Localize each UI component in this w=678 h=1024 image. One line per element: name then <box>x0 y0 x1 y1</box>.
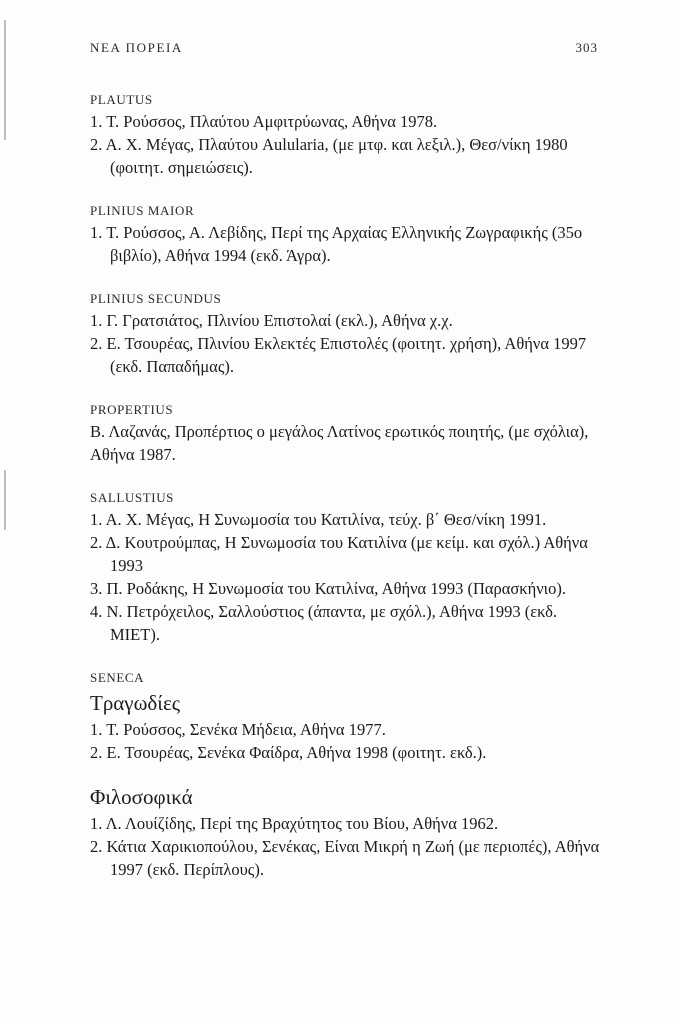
bibliography-entry: 2. Δ. Κουτρούμπας, Η Συνωμοσία του Κατιλίνα (με κείμ. και σχόλ.) Αθήνα 1993 <box>90 533 588 575</box>
author-section <box>90 289 610 378</box>
bibliography-entry: 1. Τ. Ρούσσος, Πλαύτου Αμφιτρύωνας, Αθήνα 1978. <box>90 112 438 131</box>
bibliography-entry: 1. Γ. Γρατσιάτος, Πλινίου Επιστολαί (εκλ.), Αθήνα χ.χ. <box>90 311 453 330</box>
bibliography <box>90 90 610 881</box>
bibliography-entry: 2. Α. Χ. Μέγας, Πλαύτου Aulularia, (με μτφ. και λεξιλ.), Θεσ/νίκη 1980 (φοιτητ. σημειώσεις). <box>90 135 568 177</box>
author-section <box>90 400 610 466</box>
author-heading: PLINIUS MAIOR <box>90 203 195 218</box>
author-section <box>90 201 610 267</box>
author-heading: PROPERTIUS <box>90 402 174 417</box>
author-heading: SENECA <box>90 670 145 685</box>
running-header <box>90 40 598 60</box>
bibliography-entry: 4. Ν. Πετρόχειλος, Σαλλούστιος (άπαντα, με σχόλ.), Αθήνα 1993 (εκδ. ΜΙΕΤ). <box>90 602 558 644</box>
bibliography-entry: 1. Τ. Ρούσσος, Α. Λεβίδης, Περί της Αρχαίας Ελληνικής Ζωγραφικής (35ο βιβλίο), Αθήνα 1994 (εκδ. Άγρα). <box>90 223 583 265</box>
genre-subheading: Φιλοσοφικά <box>90 785 193 809</box>
page-number: 303 <box>575 40 598 55</box>
bibliography-entry: 1. Τ. Ρούσσος, Σενέκα Μήδεια, Αθήνα 1977. <box>90 720 386 739</box>
bibliography-entry: 2. Κάτια Χαρικιοπούλου, Σενέκας, Είναι Μικρή η Ζωή (με περιοπές), Αθήνα 1997 (εκδ. Περίπλους). <box>90 837 600 879</box>
author-section <box>90 488 610 646</box>
journal-title: ΝΕΑ ΠΟΡΕΙΑ <box>90 40 183 55</box>
author-heading: SALLUSTIUS <box>90 490 175 505</box>
genre-subheading: Τραγωδίες <box>90 691 181 715</box>
bibliography-entry: 1. Λ. Λουίζίδης, Περί της Βραχύτητος του Βίου, Αθήνα 1962. <box>90 814 499 833</box>
bibliography-entry: 3. Π. Ροδάκης, Η Συνωμοσία του Κατιλίνα, Αθήνα 1993 (Παρασκήνιο). <box>90 579 566 598</box>
author-heading: PLINIUS SECUNDUS <box>90 291 222 306</box>
author-section <box>90 668 610 881</box>
binding-edge-mark <box>4 20 6 140</box>
author-heading: PLAUTUS <box>90 92 153 107</box>
bibliography-entry: 2. Ε. Τσουρέας, Πλινίου Εκλεκτές Επιστολές (φοιτητ. χρήση), Αθήνα 1997 (εκδ. Παπαδήμας). <box>90 334 587 376</box>
bibliography-entry: Β. Λαζανάς, Προπέρτιος ο μεγάλος Λατίνος ερωτικός ποιητής, (με σχόλια), Αθήνα 1987. <box>90 422 589 464</box>
bibliography-entry: 2. Ε. Τσουρέας, Σενέκα Φαίδρα, Αθήνα 1998 (φοιτητ. εκδ.). <box>90 743 487 762</box>
bibliography-entry: 1. Α. Χ. Μέγας, Η Συνωμοσία του Κατιλίνα, τεύχ. β΄ Θεσ/νίκη 1991. <box>90 510 547 529</box>
author-section <box>90 90 610 179</box>
binding-edge-mark <box>4 470 6 530</box>
